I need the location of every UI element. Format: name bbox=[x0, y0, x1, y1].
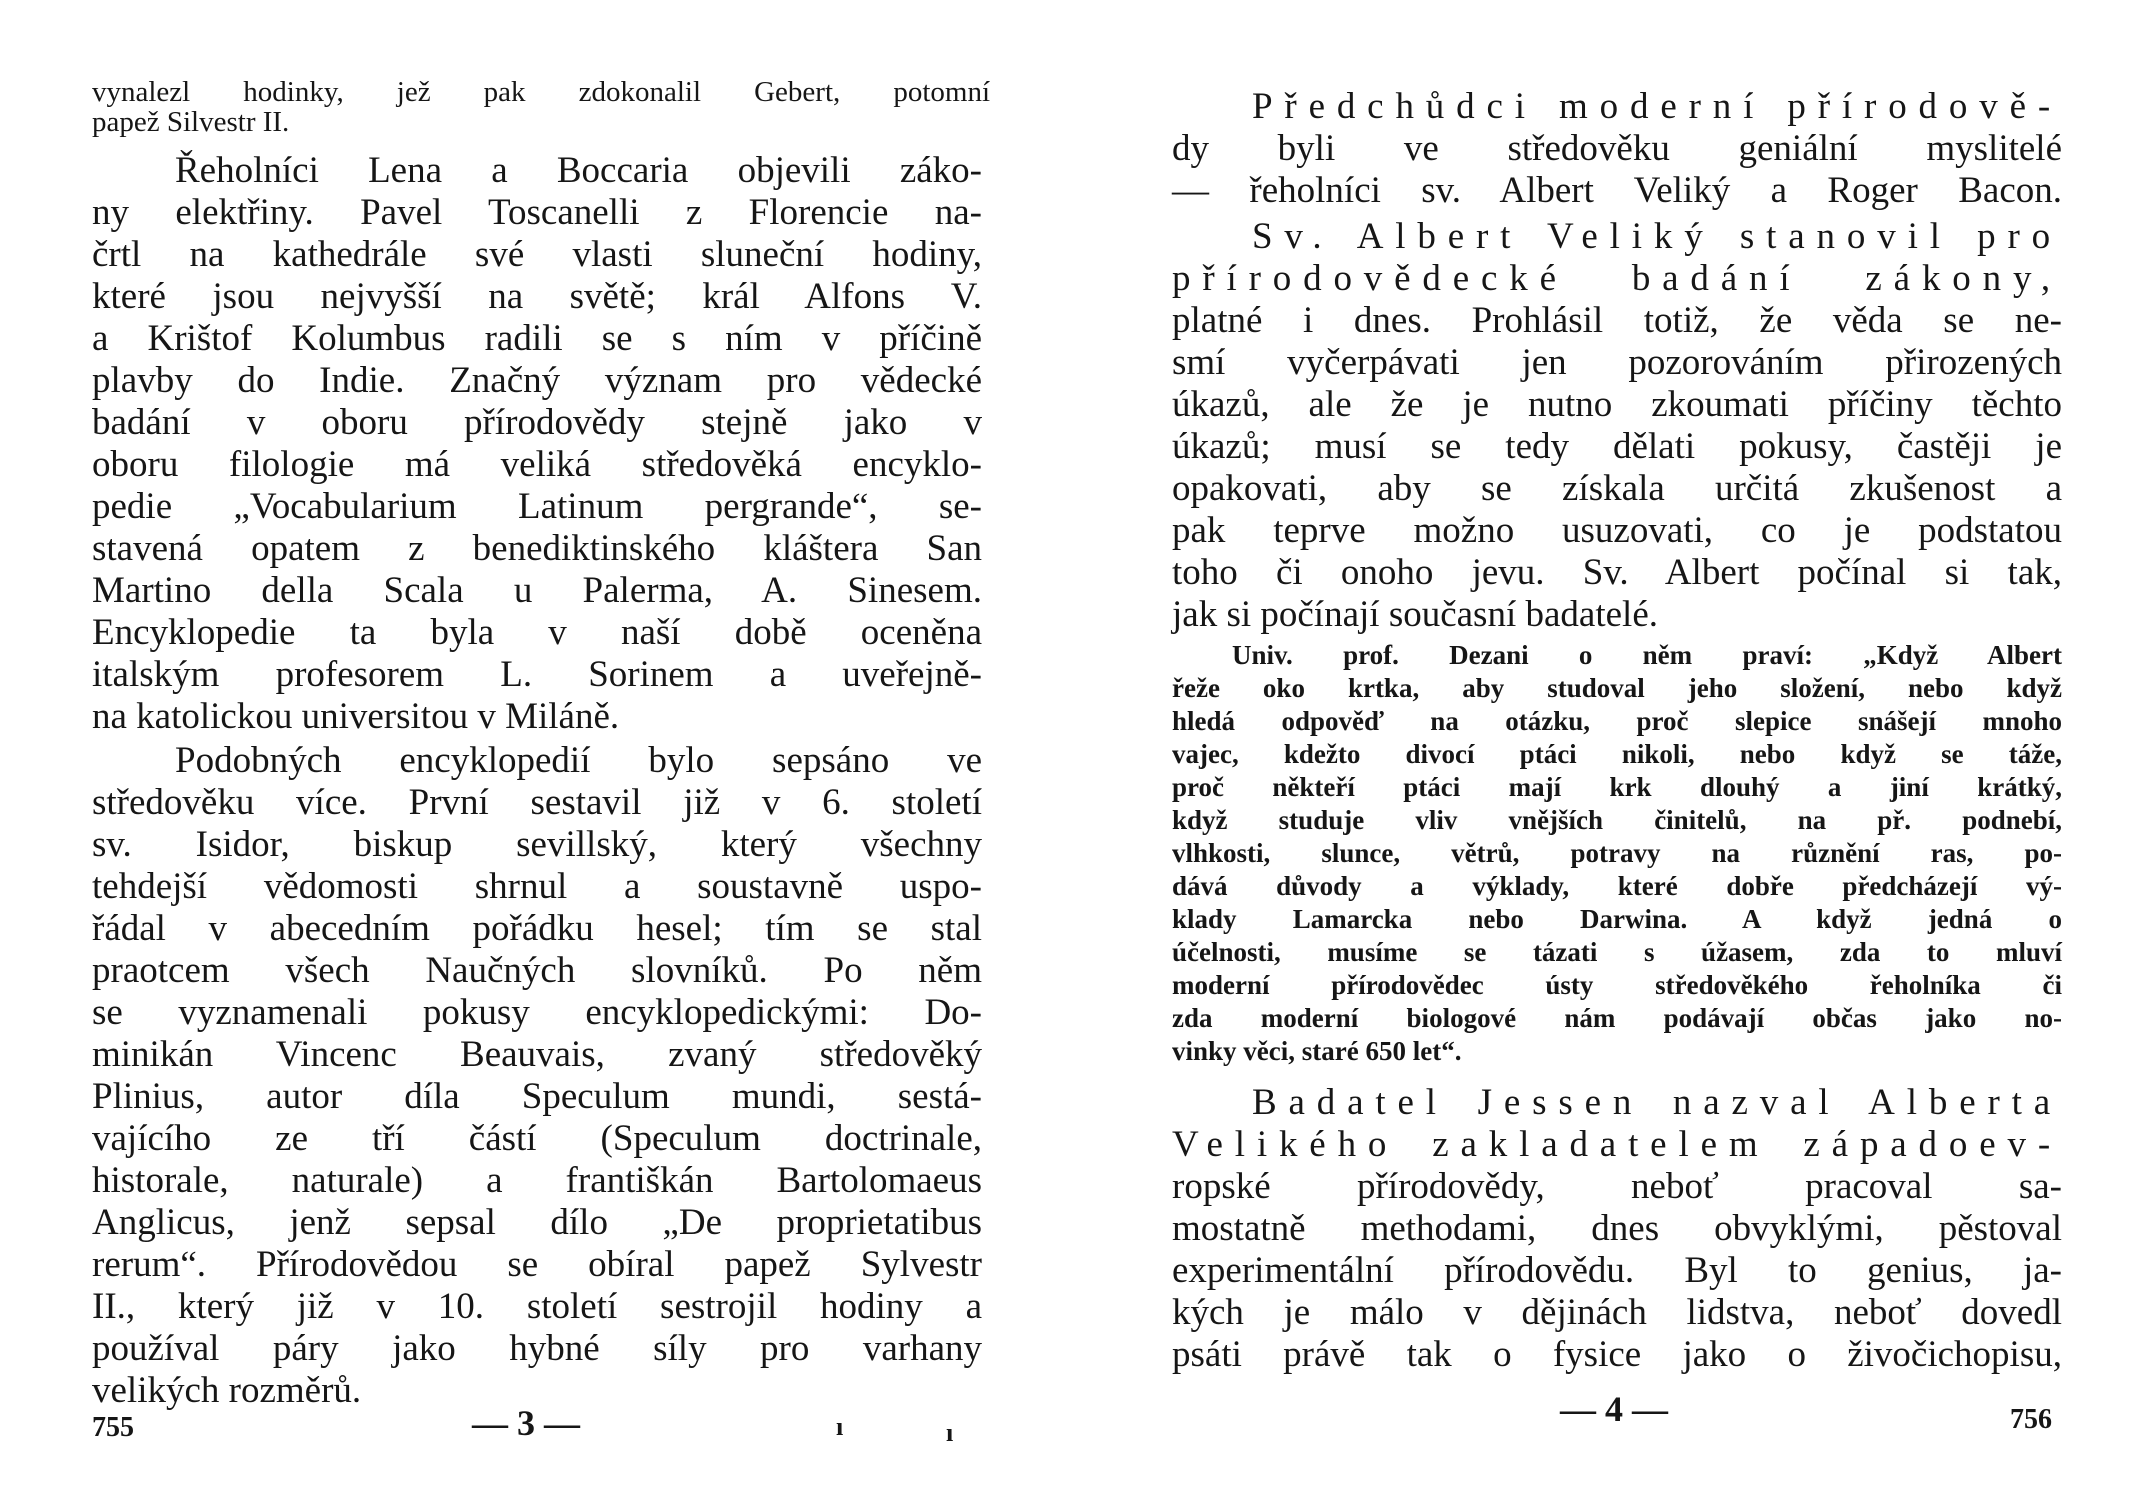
text-line: Anglicus, jenž sepsal dílo „De proprietatibus bbox=[92, 1202, 982, 1243]
page-number: — 4 — bbox=[1560, 1389, 1668, 1429]
text-line: vynalezl hodinky, jež pak zdokonalil Gebert, potomní bbox=[92, 76, 990, 108]
quote-line: klady Lamarcka nebo Darwina. A když jedná o bbox=[1172, 904, 2062, 934]
quote-line: když studuje vliv vnějších činitelů, na př. podnebí, bbox=[1172, 805, 2062, 835]
text-line: psáti právě tak o fysice jako o živočichopisu, bbox=[1172, 1334, 2062, 1375]
text-line: rerum“. Přírodovědou se obíral papež Sylvestr bbox=[92, 1244, 982, 1285]
text-line: praotcem všech Naučných slovníků. Po něm bbox=[92, 950, 982, 991]
quote-line: moderní přírodovědec ústy středověkého řeholníka či bbox=[1172, 970, 2062, 1000]
quote-line: vlhkosti, slunce, větrů, potravy na různění ras, po- bbox=[1172, 838, 2062, 868]
text-line: črtl na kathedrále své vlasti sluneční hodiny, bbox=[92, 234, 982, 275]
text-line: II., který již v 10. století sestrojil hodiny a bbox=[92, 1286, 982, 1327]
text-line: které jsou nejvyšší na světě; král Alfons V. bbox=[92, 276, 982, 317]
text-line: historale, naturale) a františkán Bartolomaeus bbox=[92, 1160, 982, 1201]
text-line: — řeholníci sv. Albert Veliký a Roger Bacon. bbox=[1172, 170, 2062, 211]
text-line: úkazů; musí se tedy dělati pokusy, častěji je bbox=[1172, 426, 2062, 467]
stray-mark: ı bbox=[836, 1412, 844, 1441]
text-line: pak teprve možno usuzovati, co je podstatou bbox=[1172, 510, 2062, 551]
text-line: experimentální přírodovědu. Byl to genius, ja- bbox=[1172, 1250, 2062, 1291]
text-line: mostatně methodami, dnes obvyklými, pěstoval bbox=[1172, 1208, 2062, 1249]
text-line: ny elektřiny. Pavel Toscanelli z Florencie na- bbox=[92, 192, 982, 233]
quote-line: Univ. prof. Dezani o něm praví: „Když Albert bbox=[1232, 640, 2062, 670]
text-line: vajícího ze tří částí (Speculum doctrinale, bbox=[92, 1118, 982, 1159]
text-line: dy byli ve středověku geniální myslitelé bbox=[1172, 128, 2062, 169]
spaced-heading-line: přírodovědecké badání zákony, bbox=[1172, 258, 2062, 299]
quote-line: dává důvody a výklady, které dobře předcházejí vý- bbox=[1172, 871, 2062, 901]
text-line: opakovati, aby se získala určitá zkušenost a bbox=[1172, 468, 2062, 509]
text-line: úkazů, ale že je nutno zkoumati příčiny těchto bbox=[1172, 384, 2062, 425]
text-line: plavby do Indie. Značný význam pro vědecké bbox=[92, 360, 982, 401]
footer-number: 755 bbox=[92, 1412, 134, 1443]
text-line: kých je málo v dějinách lidstva, neboť dovedl bbox=[1172, 1292, 2062, 1333]
spaced-heading-line: Velikého zakladatelem západoev- bbox=[1172, 1124, 2062, 1165]
quote-line: vinky věci, staré 650 let“. bbox=[1172, 1036, 1462, 1066]
text-line: oboru filologie má veliká středověká encyklo- bbox=[92, 444, 982, 485]
text-line: pedie „Vocabularium Latinum pergrande“, se- bbox=[92, 486, 982, 527]
text-line: Martino della Scala u Palerma, A. Sinesem. bbox=[92, 570, 982, 611]
text-line: velikých rozměrů. bbox=[92, 1370, 362, 1411]
quote-line: hledá odpověď na otázku, proč slepice snášejí mnoho bbox=[1172, 706, 2062, 736]
text-line: ropské přírodovědy, neboť pracoval sa- bbox=[1172, 1166, 2062, 1207]
text-line: smí vyčerpávati jen pozorováním přirozených bbox=[1172, 342, 2062, 383]
text-line: papež Silvestr II. bbox=[92, 106, 290, 138]
text-line: používal páry jako hybné síly pro varhany bbox=[92, 1328, 982, 1369]
text-line: toho či onoho jevu. Sv. Albert počínal si tak, bbox=[1172, 552, 2062, 593]
text-line: badání v oboru přírodovědy stejně jako v bbox=[92, 402, 982, 443]
quote-line: řeže oko krtka, aby studoval jeho složení, nebo když bbox=[1172, 673, 2062, 703]
paragraph-start: Podobných encyklopedií bylo sepsáno ve bbox=[175, 740, 982, 781]
text-line: italským profesorem L. Sorinem a uveřejně- bbox=[92, 654, 982, 695]
quote-line: proč někteří ptáci mají krk dlouhý a jiní krátký, bbox=[1172, 772, 2062, 802]
text-line: tehdejší vědomosti shrnul a soustavně uspo- bbox=[92, 866, 982, 907]
text-line: se vyznamenali pokusy encyklopedickými: Do- bbox=[92, 992, 982, 1033]
page-number: — 3 — bbox=[472, 1403, 580, 1443]
text-line: minikán Vincenc Beauvais, zvaný středověký bbox=[92, 1034, 982, 1075]
paragraph-start: Řeholníci Lena a Boccaria objevili záko- bbox=[175, 150, 982, 191]
text-line: středověku více. První sestavil již v 6. století bbox=[92, 782, 982, 823]
text-line: jak si počínají současní badatelé. bbox=[1172, 594, 1658, 635]
quote-line: účelnosti, musíme se tázati s úžasem, zda to mluví bbox=[1172, 937, 2062, 967]
text-line: platné i dnes. Prohlásil totiž, že věda se ne- bbox=[1172, 300, 2062, 341]
text-line: Plinius, autor díla Speculum mundi, sestá- bbox=[92, 1076, 982, 1117]
text-line: stavená opatem z benediktinského kláštera San bbox=[92, 528, 982, 569]
text-line: řádal v abecedním pořádku hesel; tím se stal bbox=[92, 908, 982, 949]
text-line: Encyklopedie ta byla v naší době oceněna bbox=[92, 612, 982, 653]
quote-line: vajec, kdežto divocí ptáci nikoli, nebo když se táže, bbox=[1172, 739, 2062, 769]
stray-mark: ı bbox=[946, 1418, 954, 1447]
text-line: a Krištof Kolumbus radili se s ním v příčině bbox=[92, 318, 982, 359]
text-line: sv. Isidor, biskup sevillský, který všechny bbox=[92, 824, 982, 865]
quote-line: zda moderní biologové nám podávají občas jako no- bbox=[1172, 1003, 2062, 1033]
spaced-heading-line: Sv. Albert Veliký stanovil pro bbox=[1252, 216, 2062, 257]
footer-number: 756 bbox=[2010, 1404, 2052, 1435]
text-line: na katolickou universitou v Miláně. bbox=[92, 696, 620, 737]
spaced-heading-line: Předchůdci moderní přírodově- bbox=[1252, 86, 2062, 127]
spaced-heading-line: Badatel Jessen nazval Alberta bbox=[1252, 1082, 2062, 1123]
